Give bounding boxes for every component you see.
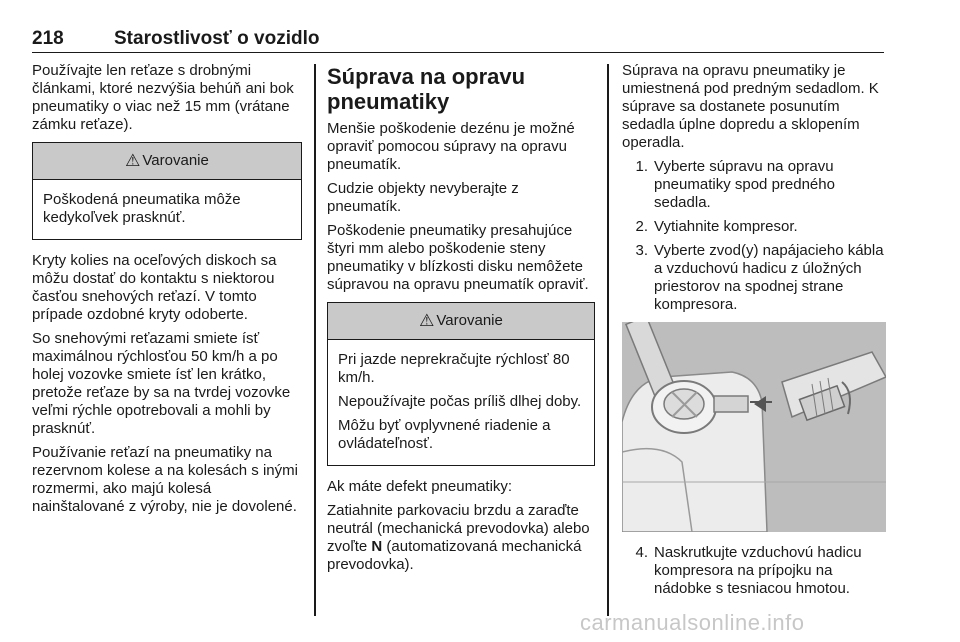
warning-header — [33, 143, 301, 180]
column-3 — [622, 62, 888, 604]
paragraph: Používajte len reťaze s drobnými článkami, ktoré nezvýšia behúň ani bok pneumatiky o viac než 15 mm (vrátane zámku reťaze). — [32, 62, 294, 133]
step-number: 4. — [635, 544, 648, 561]
warning-header — [328, 303, 594, 340]
warning-text: Pri jazde neprekračujte rýchlosť 80 km/h. — [338, 351, 570, 386]
page-number: 218 — [32, 28, 64, 49]
step-number: 2. — [635, 218, 648, 235]
warning-body — [328, 340, 594, 465]
warning-triangle-icon: ⚠ — [125, 151, 141, 170]
paragraph: Kryty kolies na oceľových diskoch sa môžu dostať do kontaktu s niektorou časťou snehových reťazí. V tomto prípade ozdobné kryty odoberte. — [32, 252, 277, 323]
compressor-hose-illustration — [622, 322, 886, 532]
step-text: Naskrutkujte vzduchovú hadicu kompresora na prípojku na nádobke s tesniacou hmotou. — [654, 544, 862, 597]
paragraph: Používanie reťazí na pneumatiky na rezervnom kolese a na kolesách s inými rozmermi, ako majú kolesá nainštalované z výroby, nie je dovolené. — [32, 444, 298, 515]
steps-list — [622, 158, 888, 314]
list-item — [622, 544, 888, 598]
column-1 — [32, 62, 302, 522]
paragraph: Súprava na opravu pneumatiky je umiestnená pod predným sedadlom. K súprave sa dostanete posunutím sedadla úplne dopredu a sklopením operadla. — [622, 62, 879, 151]
warning-text: Môžu byť ovplyvnené riadenie a ovládateľnosť. — [338, 417, 551, 452]
list-item — [622, 158, 888, 212]
warning-body — [33, 180, 301, 239]
warning-title: Varovanie — [142, 152, 209, 169]
step-text: Vytiahnite kompresor. — [654, 218, 798, 235]
paragraph: Cudzie objekty nevyberajte z pneumatík. — [327, 180, 519, 215]
warning-box — [32, 142, 302, 240]
warning-text: Nepoužívajte počas príliš dlhej doby. — [338, 393, 582, 410]
text-run: Zatiahnite parkovaciu brzdu a zaraďte neutrál (mechanická prevodovka) alebo zvoľte — [327, 502, 590, 555]
warning-triangle-icon: ⚠ — [419, 311, 435, 330]
step-text: Vyberte zvod(y) napájacieho kábla a vzduchovú hadicu z úložných priestorov na spodnej strane kompresora. — [654, 242, 884, 313]
paragraph — [327, 502, 595, 574]
illustration-svg — [622, 322, 886, 532]
paragraph: Ak máte defekt pneumatiky: — [327, 478, 513, 495]
chapter-title: Starostlivosť o vozidlo — [114, 28, 320, 49]
watermark: carmanualsonline.info — [580, 610, 805, 635]
steps-list-continued — [622, 544, 888, 598]
warning-box — [327, 302, 595, 466]
list-item — [622, 242, 888, 314]
column-divider — [607, 64, 609, 616]
warning-title: Varovanie — [436, 312, 503, 329]
step-number: 3. — [635, 242, 648, 259]
column-divider — [314, 64, 316, 616]
paragraph: Poškodenie pneumatiky presahujúce štyri mm alebo poškodenie steny pneumatiky v blízkosti disku nemôžete súpravou na opravu pneumatík opraviť. — [327, 222, 589, 293]
column-2 — [327, 62, 595, 580]
step-text: Vyberte súpravu na opravu pneumatiky spod predného sedadla. — [654, 158, 835, 211]
section-heading: Súprava na opravu pneumatiky — [327, 64, 526, 114]
page-header — [32, 26, 884, 53]
paragraph: Menšie poškodenie dezénu je možné opraviť pomocou súpravy na opravu pneumatík. — [327, 120, 575, 173]
text-run: (automatizovaná mechanická prevodovka). — [327, 538, 582, 573]
paragraph: So snehovými reťazami smiete ísť maximálnou rýchlosťou 50 km/h a po holej vozovke smiete ísť len krátko, pretože reťaze by sa na tvrdej vozovke veľmi rýchle opotrebovali a mohli by prasknúť. — [32, 330, 291, 437]
list-item — [622, 218, 888, 236]
step-number: 1. — [635, 158, 648, 175]
gear-selector-n: N — [371, 538, 383, 555]
warning-text: Poškodená pneumatika môže kedykoľvek prasknúť. — [43, 191, 241, 226]
